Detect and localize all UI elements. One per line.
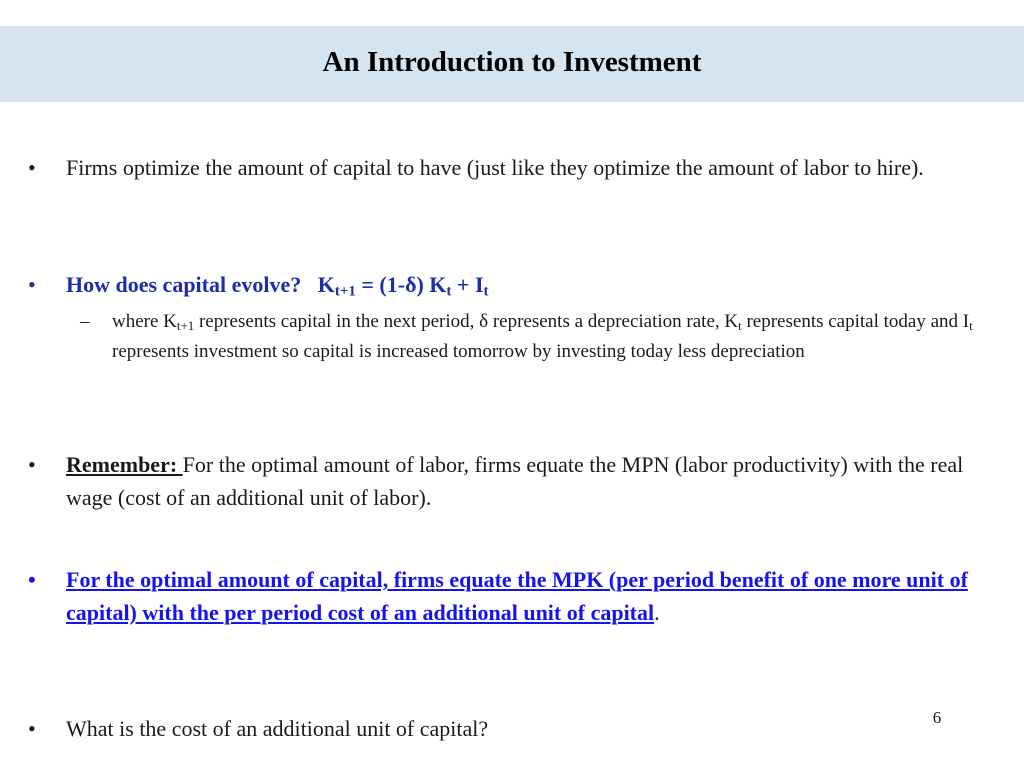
slide-title: An Introduction to Investment: [322, 46, 702, 78]
bullet-marker: •: [28, 272, 36, 297]
capital-evolve-question: How does capital evolve?: [66, 272, 302, 297]
optimal-capital-text: For the optimal amount of capital, firms equate the MPK (per period benefit of one more unit of capital) with the per period cost of an additional unit of capital: [66, 567, 968, 625]
bullet-firms-optimize: Firms optimize the amount of capital to have (just like they optimize the amount of labor to hire).: [66, 155, 924, 180]
capital-equation: $K_{t+1} = (1-\delta) K_t + I_t$: [317, 272, 489, 300]
sub-bullet-marker: –: [80, 311, 90, 332]
bullet-optimal-capital: For the optimal amount of capital, firms equate the MPK (per period benefit of one more unit of capital) with the per period cost of an additional unit of capital.: [66, 567, 968, 625]
bullet-capital-evolve: [66, 268, 986, 301]
bullet-remember: Remember: For the optimal amount of labor, firms equate the MPN (labor productivity) with the real wage (cost of an additional unit of labor).: [66, 452, 964, 510]
page-number: 6: [932, 708, 942, 727]
bullet-marker: •: [28, 452, 36, 477]
bullet-cost-question: What is the cost of an additional unit of capital?: [66, 716, 489, 741]
bullet-marker: •: [28, 155, 36, 180]
remember-label: Remember:: [66, 452, 183, 477]
bullet-marker: •: [28, 567, 36, 592]
bullet-marker: •: [28, 716, 36, 741]
sub-bullet-explanation: where $K_{t+1}$ represents capital in the next period, δ represents a depreciation rate, $K_t$ represents capital today and $I_t$ represents investment so capital is increased tomorrow by investing today less depreciation: [112, 311, 973, 362]
